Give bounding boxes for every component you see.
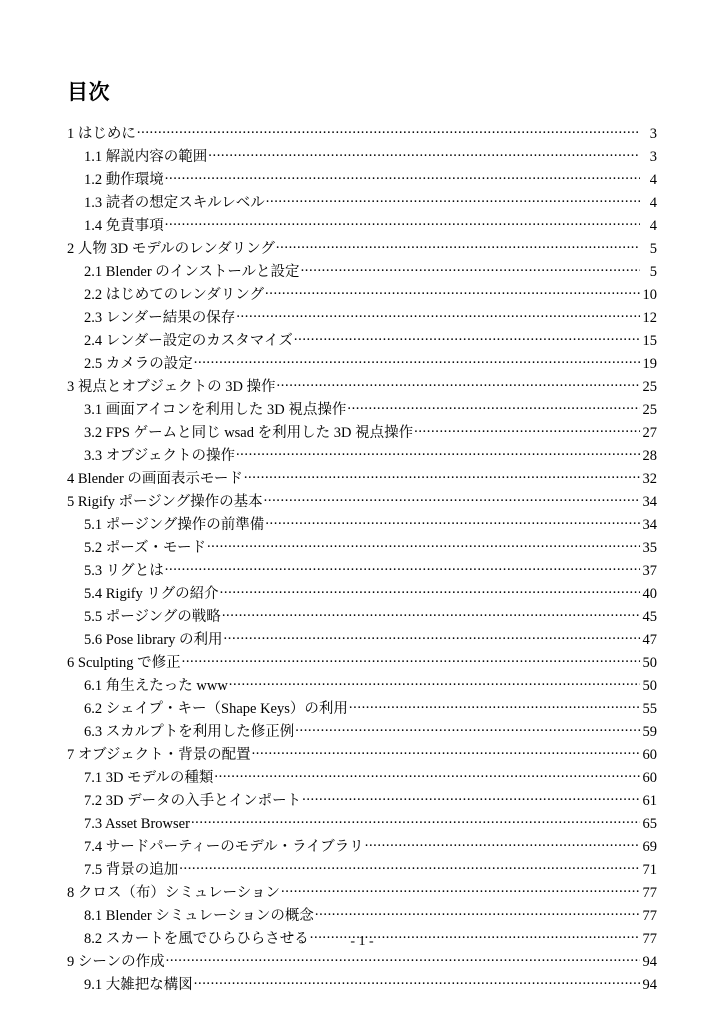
toc-entry-label: 6.1 角生えたった www: [84, 678, 228, 694]
toc-entry-label: 5.5 ポージングの戦略: [84, 609, 221, 625]
toc-entry-page-number: 59: [642, 724, 657, 740]
toc-entry[interactable]: [67, 560, 657, 583]
toc-entry-page-number: 40: [642, 586, 657, 602]
dot-leader: [414, 423, 640, 437]
toc-entry[interactable]: [67, 353, 657, 376]
toc-entry-label: 6.2 シェイプ・キー（Shape Keys）の利用: [84, 701, 348, 717]
toc-entry-label: 7.2 3D データの入手とインポート: [84, 793, 302, 809]
toc-entry-page-number: 15: [642, 333, 657, 349]
toc-entry-label: 2.5 カメラの設定: [84, 356, 193, 372]
toc-entry-label: 6 Sculpting で修正: [67, 655, 181, 671]
toc-entry-label: 3.1 画面アイコンを利用した 3D 視点操作: [84, 402, 347, 418]
dot-leader: [207, 538, 640, 552]
toc-entry[interactable]: [67, 123, 657, 146]
toc-entry-page-number: 47: [642, 632, 657, 648]
toc-entry-page-number: 60: [642, 770, 657, 786]
toc-entry-page-number: 27: [642, 425, 657, 441]
dot-leader: [236, 308, 640, 322]
toc-entry[interactable]: [67, 330, 657, 353]
toc-entry-label: 1.4 免責事項: [84, 218, 164, 234]
dot-leader: [208, 147, 640, 161]
toc-entry-page-number: 32: [642, 471, 657, 487]
toc-entry[interactable]: [67, 698, 657, 721]
toc-entry[interactable]: [67, 974, 657, 997]
toc-entry-label: 9 シーンの作成: [67, 954, 165, 970]
toc-entry-label: 2.2 はじめてのレンダリング: [84, 287, 265, 303]
toc-entry-label: 1 はじめに: [67, 126, 136, 142]
toc-entry-label: 5.1 ポージング操作の前準備: [84, 517, 265, 533]
dot-leader: [229, 676, 640, 690]
toc-entry-page-number: 25: [642, 379, 657, 395]
toc-entry-label: 1.3 読者の想定スキルレベル: [84, 195, 265, 211]
toc-entry-label: 7.3 Asset Browser: [84, 816, 190, 832]
toc-entry[interactable]: [67, 399, 657, 422]
toc-entry-label: 2.3 レンダー結果の保存: [84, 310, 236, 326]
dot-leader: [165, 170, 640, 184]
dot-leader: [315, 906, 640, 920]
dot-leader: [281, 883, 640, 897]
toc-entry-page-number: 34: [642, 517, 657, 533]
toc-entry-page-number: 3: [649, 149, 657, 165]
dot-leader: [224, 630, 640, 644]
toc-entry[interactable]: [67, 537, 657, 560]
toc-entry-label: 8 クロス（布）シミュレーション: [67, 885, 281, 901]
toc-entry[interactable]: [67, 721, 657, 744]
toc-entry[interactable]: [67, 307, 657, 330]
toc-entry-page-number: 4: [649, 218, 657, 234]
toc-entry-label: 5.6 Pose library の利用: [84, 632, 223, 648]
toc-entry[interactable]: [67, 583, 657, 606]
dot-leader: [266, 193, 640, 207]
toc-entry[interactable]: [67, 836, 657, 859]
toc-entry-label: 3.2 FPS ゲームと同じ wsad を利用した 3D 視点操作: [84, 425, 414, 441]
dot-leader: [166, 952, 640, 966]
page-footer: - 1 -: [350, 934, 374, 949]
toc-entry-label: 1.1 解説内容の範囲: [84, 149, 208, 165]
toc-entry-page-number: 45: [642, 609, 657, 625]
dot-leader: [252, 745, 640, 759]
toc-entry-page-number: 34: [642, 494, 657, 510]
dot-leader: [194, 354, 640, 368]
toc-entry-page-number: 71: [642, 862, 657, 878]
toc-entry-page-number: 35: [642, 540, 657, 556]
toc-entry[interactable]: [67, 652, 657, 675]
toc-entry[interactable]: [67, 169, 657, 192]
dot-leader: [294, 331, 640, 345]
toc-list: [67, 123, 657, 997]
toc-entry-page-number: 50: [642, 678, 657, 694]
dot-leader: [265, 285, 640, 299]
toc-content: [67, 82, 657, 997]
toc-entry[interactable]: [67, 951, 657, 974]
toc-entry[interactable]: [67, 859, 657, 882]
toc-entry-label: 8.1 Blender シミュレーションの概念: [84, 908, 314, 924]
toc-entry[interactable]: [67, 422, 657, 445]
toc-entry[interactable]: [67, 882, 657, 905]
toc-entry-page-number: 4: [649, 172, 657, 188]
toc-entry-page-number: 5: [649, 264, 657, 280]
toc-entry[interactable]: [67, 284, 657, 307]
dot-leader: [347, 400, 640, 414]
dot-leader: [165, 216, 640, 230]
toc-entry-page-number: 65: [642, 816, 657, 832]
toc-entry-label: 6.3 スカルプトを利用した修正例: [84, 724, 295, 740]
dot-leader: [244, 469, 640, 483]
toc-entry-label: 5.3 リグとは: [84, 563, 164, 579]
toc-entry[interactable]: [67, 215, 657, 238]
toc-entry-label: 1.2 動作環境: [84, 172, 164, 188]
dot-leader: [222, 607, 640, 621]
dot-leader: [194, 975, 640, 989]
toc-entry-label: 4 Blender の画面表示モード: [67, 471, 243, 487]
toc-entry-label: 2.4 レンダー設定のカスタマイズ: [84, 333, 293, 349]
dot-leader: [191, 814, 640, 828]
dot-leader: [220, 584, 640, 598]
toc-entry-label: 5.4 Rigify リグの紹介: [84, 586, 219, 602]
toc-entry-page-number: 10: [642, 287, 657, 303]
toc-entry[interactable]: [67, 514, 657, 537]
toc-entry-page-number: 5: [649, 241, 657, 257]
toc-entry-page-number: 60: [642, 747, 657, 763]
toc-entry[interactable]: [67, 813, 657, 836]
dot-leader: [236, 446, 640, 460]
toc-entry[interactable]: [67, 606, 657, 629]
toc-entry[interactable]: [67, 675, 657, 698]
toc-entry-page-number: 94: [642, 954, 657, 970]
toc-entry[interactable]: [67, 491, 657, 514]
dot-leader: [179, 860, 640, 874]
toc-entry[interactable]: [67, 905, 657, 928]
toc-entry-page-number: 25: [642, 402, 657, 418]
toc-entry-label: 3 視点とオブジェクトの 3D 操作: [67, 379, 276, 395]
toc-entry[interactable]: [67, 445, 657, 468]
toc-entry-page-number: 19: [642, 356, 657, 372]
dot-leader: [301, 262, 640, 276]
toc-entry-page-number: 28: [642, 448, 657, 464]
dot-leader: [365, 837, 640, 851]
dot-leader: [264, 492, 640, 506]
toc-entry-label: 9.1 大雑把な構図: [84, 977, 193, 993]
toc-entry[interactable]: [67, 261, 657, 284]
toc-entry[interactable]: [67, 376, 657, 399]
toc-entry-page-number: 77: [642, 908, 657, 924]
dot-leader: [165, 561, 640, 575]
toc-entry-label: 3.3 オブジェクトの操作: [84, 448, 235, 464]
toc-entry-label: 5.2 ポーズ・モード: [84, 540, 206, 556]
toc-entry-page-number: 61: [642, 793, 657, 809]
toc-entry-page-number: 94: [642, 977, 657, 993]
dot-leader: [137, 124, 640, 138]
toc-entry[interactable]: [67, 238, 657, 261]
toc-entry-page-number: 4: [649, 195, 657, 211]
toc-entry-page-number: 77: [642, 931, 657, 947]
toc-entry-label: 2.1 Blender のインストールと設定: [84, 264, 300, 280]
toc-entry-label: 2 人物 3D モデルのレンダリング: [67, 241, 275, 257]
toc-entry[interactable]: [67, 192, 657, 215]
toc-entry-label: 7.4 サードパーティーのモデル・ライブラリ: [84, 839, 364, 855]
toc-entry[interactable]: [67, 468, 657, 491]
dot-leader: [265, 515, 640, 529]
toc-entry-label: 7.1 3D モデルの種類: [84, 770, 214, 786]
toc-entry-page-number: 12: [642, 310, 657, 326]
toc-entry-label: 5 Rigify ポージング操作の基本: [67, 494, 263, 510]
dot-leader: [276, 239, 640, 253]
toc-entry-page-number: 69: [642, 839, 657, 855]
toc-entry[interactable]: [67, 790, 657, 813]
toc-entry-label: 7 オブジェクト・背景の配置: [67, 747, 251, 763]
toc-entry[interactable]: [67, 767, 657, 790]
dot-leader: [277, 377, 640, 391]
toc-entry[interactable]: [67, 744, 657, 767]
dot-leader: [295, 722, 640, 736]
toc-entry-label: 8.2 スカートを風でひらひらさせる: [84, 931, 309, 947]
dot-leader: [302, 791, 640, 805]
toc-entry-page-number: 77: [642, 885, 657, 901]
toc-entry[interactable]: [67, 146, 657, 169]
toc-entry[interactable]: [67, 629, 657, 652]
page-title: 目次: [67, 80, 110, 104]
dot-leader: [214, 768, 640, 782]
toc-entry-page-number: 50: [642, 655, 657, 671]
toc-entry-page-number: 3: [649, 126, 657, 142]
toc-entry-page-number: 55: [642, 701, 657, 717]
toc-entry-label: 7.5 背景の追加: [84, 862, 179, 878]
toc-entry-page-number: 37: [642, 563, 657, 579]
dot-leader: [349, 699, 640, 713]
dot-leader: [182, 653, 640, 667]
